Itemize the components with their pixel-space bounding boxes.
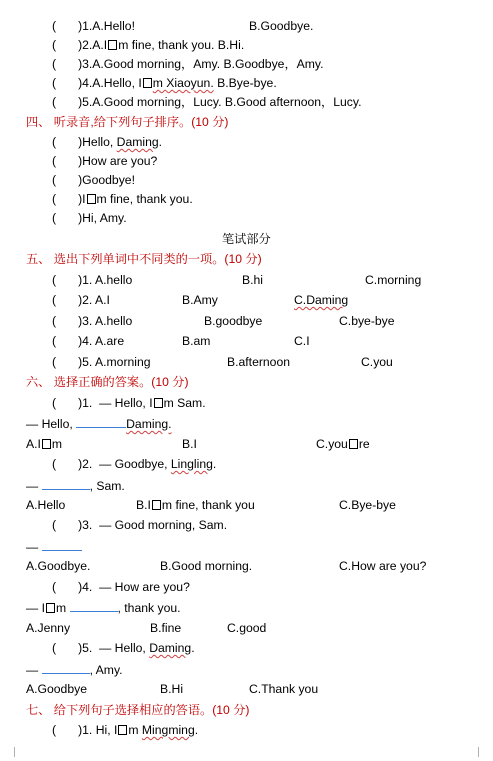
section-6-q1-reply: — Hello, Daming. [26,417,172,431]
section-4-title: 四、 听录音,给下列句子排序。(10 分) [26,115,229,129]
section-6-q1: ( )1. — Hello, I m Sam. [52,396,206,410]
missing-glyph-box [143,78,152,88]
section-6-q4-reply: — I m , thank you. [26,601,181,615]
missing-glyph-box [108,40,117,50]
missing-glyph-box [152,500,161,510]
section-6-q3-option-b: B.Good morning. [160,559,253,573]
missing-glyph-box [87,194,96,204]
missing-glyph-box [118,725,127,735]
section-4-item-2: ( )How are you? [52,154,158,168]
section-4-item-4: ( )I m fine, thank you. [52,192,193,206]
option-b: B.am [182,334,211,348]
part-a-item-1: ( )1.A.Hello! [52,19,135,33]
section-6-q4: ( )4. — How are you? [52,580,190,594]
section-6-q5-option-a: A.Goodbye [26,682,87,696]
section-6-q4-option-b: B.fine [150,621,182,635]
part-a-item-2: ( )2.A.I m fine, thank you. B.Hi. [52,38,245,52]
section-5-item-2: ( )2. A.I [52,293,110,307]
answer-blank[interactable] [42,661,90,674]
section-6-q2-option-b: B.I m fine, thank you [136,498,255,512]
section-6-q3-reply: — [26,538,82,555]
answer-blank[interactable] [42,538,82,551]
missing-glyph-box [42,439,51,449]
option-c: C.I [294,334,310,348]
section-6-q1-option-c: C.you re [316,437,370,451]
part-a-item-5: ( )5.A.Good morning，Lucy. B.Good afternoon，Lucy. [52,95,362,109]
option-c: C.morning [365,273,422,287]
option-b: B.Amy [182,293,218,307]
section-6-q2: ( )2. — Goodbye, Lingling. [52,457,217,471]
section-6-q3-option-a: A.Goodbye. [26,559,91,573]
missing-glyph-box [46,603,55,613]
section-6-q2-reply: — , Sam. [26,479,125,493]
section-6-q2-option-c: C.Bye-bye [339,498,396,512]
missing-glyph-box [154,398,163,408]
missing-glyph-box [349,439,358,449]
answer-blank[interactable] [70,599,118,612]
section-6-q3: ( )3. — Good morning, Sam. [52,518,228,532]
section-5-title: 五、 选出下列单词中不同类的一项。(10 分) [26,252,262,266]
section-6-q5-option-c: C.Thank you [249,682,319,696]
page-corner-mark [478,747,487,757]
section-5-item-1: ( )1. A.hello [52,273,133,287]
section-5-item-5: ( )5. A.morning [52,355,151,369]
section-6-q4-option-a: A.Jenny [26,621,71,635]
section-4-item-3: ( )Goodbye! [52,173,135,187]
part-a-item-1-b: B.Goodbye. [249,19,314,33]
section-6-q5-reply: — , Amy. [26,663,123,677]
section-5-item-3: ( )3. A.hello [52,314,133,328]
section-4-item-5: ( )Hi, Amy. [52,211,127,225]
section-6-title: 六、 选择正确的答案。(10 分) [26,375,189,389]
page-corner-mark [6,747,15,757]
part-a-item-4: ( )4.A.Hello, I m Xiaoyun. B.Bye-bye. [52,76,277,90]
section-6-q3-option-c: C.How are you? [339,559,427,573]
part-a-item-3: ( )3.A.Good morning，Amy. B.Goodbye，Amy. [52,57,324,71]
section-4-item-1: ( )Hello, Daming. [52,135,163,149]
section-5-item-4: ( )4. A.are [52,334,125,348]
section-6-q5: ( )5. — Hello, Daming. [52,641,195,655]
section-6-q4-option-c: C.good [227,621,267,635]
answer-blank[interactable] [76,415,126,428]
option-c: C.you [361,355,393,369]
option-b: B.goodbye [204,314,263,328]
written-part-heading: 笔试部分 [222,232,271,246]
section-6-q1-option-a: A.I m [26,437,63,451]
option-b: B.hi [242,273,264,287]
section-7-title: 七、 给下列句子选择相应的答语。(10 分) [26,703,250,717]
option-b: B.afternoon [227,355,291,369]
answer-blank[interactable] [42,477,90,490]
option-c: C.bye-bye [339,314,395,328]
section-6-q5-option-b: B.Hi [160,682,184,696]
paren: ( [52,19,57,33]
option-c: C.Daming [294,293,349,307]
section-6-q2-option-a: A.Hello [26,498,66,512]
section-7-q1: ( )1. Hi, I m Mingming. [52,723,199,737]
section-6-q1-option-b: B.I [182,437,197,451]
